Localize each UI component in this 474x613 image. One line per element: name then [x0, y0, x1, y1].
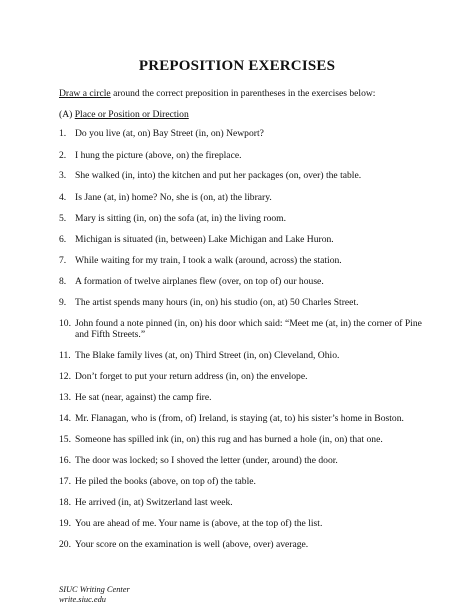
- exercise-text: Someone has spilled ink (in, on) this rug and has burned a hole (in, on) that one.: [75, 434, 383, 445]
- section-heading: [59, 109, 189, 120]
- exercise-number: 15.: [59, 434, 71, 445]
- exercise-item: [59, 518, 424, 529]
- exercise-text: I hung the picture (above, on) the fireplace.: [75, 150, 242, 161]
- exercise-item: [59, 476, 424, 487]
- exercise-number: 4.: [59, 192, 67, 203]
- exercise-text: The artist spends many hours (in, on) his studio (on, at) 50 Charles Street.: [75, 297, 359, 308]
- footer: [59, 585, 130, 605]
- exercise-item: [59, 297, 424, 308]
- exercise-text: She walked (in, into) the kitchen and put her packages (on, over) the table.: [75, 170, 362, 181]
- exercise-item: [59, 276, 424, 287]
- footer-website: write.siuc.edu: [59, 595, 106, 604]
- footer-organization: SIUC Writing Center: [59, 585, 130, 594]
- exercise-text: Don’t forget to put your return address (in, on) the envelope.: [75, 371, 308, 382]
- exercise-number: 11.: [59, 350, 71, 361]
- exercise-number: 18.: [59, 497, 71, 508]
- exercise-item: [59, 213, 424, 224]
- exercise-item: [59, 371, 424, 382]
- exercise-number: 9.: [59, 297, 67, 308]
- exercise-text: He arrived (in, at) Switzerland last week.: [75, 497, 233, 508]
- exercise-number: 10.: [59, 318, 71, 329]
- exercise-item: [59, 255, 424, 266]
- exercise-number: 1.: [59, 128, 67, 139]
- exercise-number: 6.: [59, 234, 67, 245]
- exercise-item: [59, 539, 424, 550]
- exercise-text: You are ahead of me. Your name is (above, at the top of) the list.: [75, 518, 323, 529]
- section-prefix: (A): [59, 109, 75, 120]
- exercise-text-wrapped: John found a note pinned (in, on) his door which said: “Meet me (at, in) the corner of Pine and Fifth Streets.”: [75, 318, 422, 340]
- instructions: [59, 88, 375, 99]
- exercise-text: Mr. Flanagan, who is (from, of) Ireland, is staying (at, to) his sister’s home in Boston.: [75, 413, 404, 424]
- exercise-item: [59, 434, 424, 445]
- exercise-text: He piled the books (above, on top of) the table.: [75, 476, 256, 487]
- exercise-item: [59, 392, 424, 403]
- exercise-item: [59, 150, 424, 161]
- exercise-number: 16.: [59, 455, 71, 466]
- exercise-text: Michigan is situated (in, between) Lake Michigan and Lake Huron.: [75, 234, 334, 245]
- exercise-text: The door was locked; so I shoved the letter (under, around) the door.: [75, 455, 338, 466]
- exercise-item: [59, 455, 424, 466]
- page-title: PREPOSITION EXERCISES: [138, 58, 336, 74]
- exercise-item: [59, 170, 424, 181]
- exercise-number: 5.: [59, 213, 67, 224]
- exercise-number: 17.: [59, 476, 71, 487]
- exercise-text: Mary is sitting (in, on) the sofa (at, in) the living room.: [75, 213, 287, 224]
- exercise-item: [59, 413, 424, 424]
- exercise-item: [59, 128, 424, 139]
- exercise-number: 20.: [59, 539, 71, 550]
- exercise-text: A formation of twelve airplanes flew (over, on top of) our house.: [75, 276, 324, 287]
- exercise-number: 19.: [59, 518, 71, 529]
- exercise-text: Your score on the examination is well (above, over) average.: [75, 539, 309, 550]
- exercise-item: [59, 192, 424, 203]
- exercise-item: [59, 350, 424, 361]
- exercise-number: 7.: [59, 255, 67, 266]
- exercise-number: 3.: [59, 170, 67, 181]
- exercise-number: 12.: [59, 371, 71, 382]
- section-label: Place or Position or Direction: [74, 109, 189, 120]
- exercise-number: 2.: [59, 150, 67, 161]
- instructions-text: around the correct preposition in parentheses in the exercises below:: [110, 88, 376, 99]
- exercise-text: While waiting for my train, I took a walk (around, across) the station.: [75, 255, 342, 266]
- exercise-number: 14.: [59, 413, 71, 424]
- exercise-text: The Blake family lives (at, on) Third Street (in, on) Cleveland, Ohio.: [75, 350, 340, 361]
- exercise-number: 8.: [59, 276, 67, 287]
- exercise-item: [59, 497, 424, 508]
- exercise-text: Is Jane (at, in) home? No, she is (on, at) the library.: [75, 192, 272, 203]
- exercise-text: Do you live (at, on) Bay Street (in, on) Newport?: [75, 128, 264, 139]
- exercise-item: [59, 234, 424, 245]
- exercise-text: He sat (near, against) the camp fire.: [75, 392, 212, 403]
- instructions-emphasis: Draw a circle: [59, 88, 111, 99]
- exercise-number: 13.: [59, 392, 71, 403]
